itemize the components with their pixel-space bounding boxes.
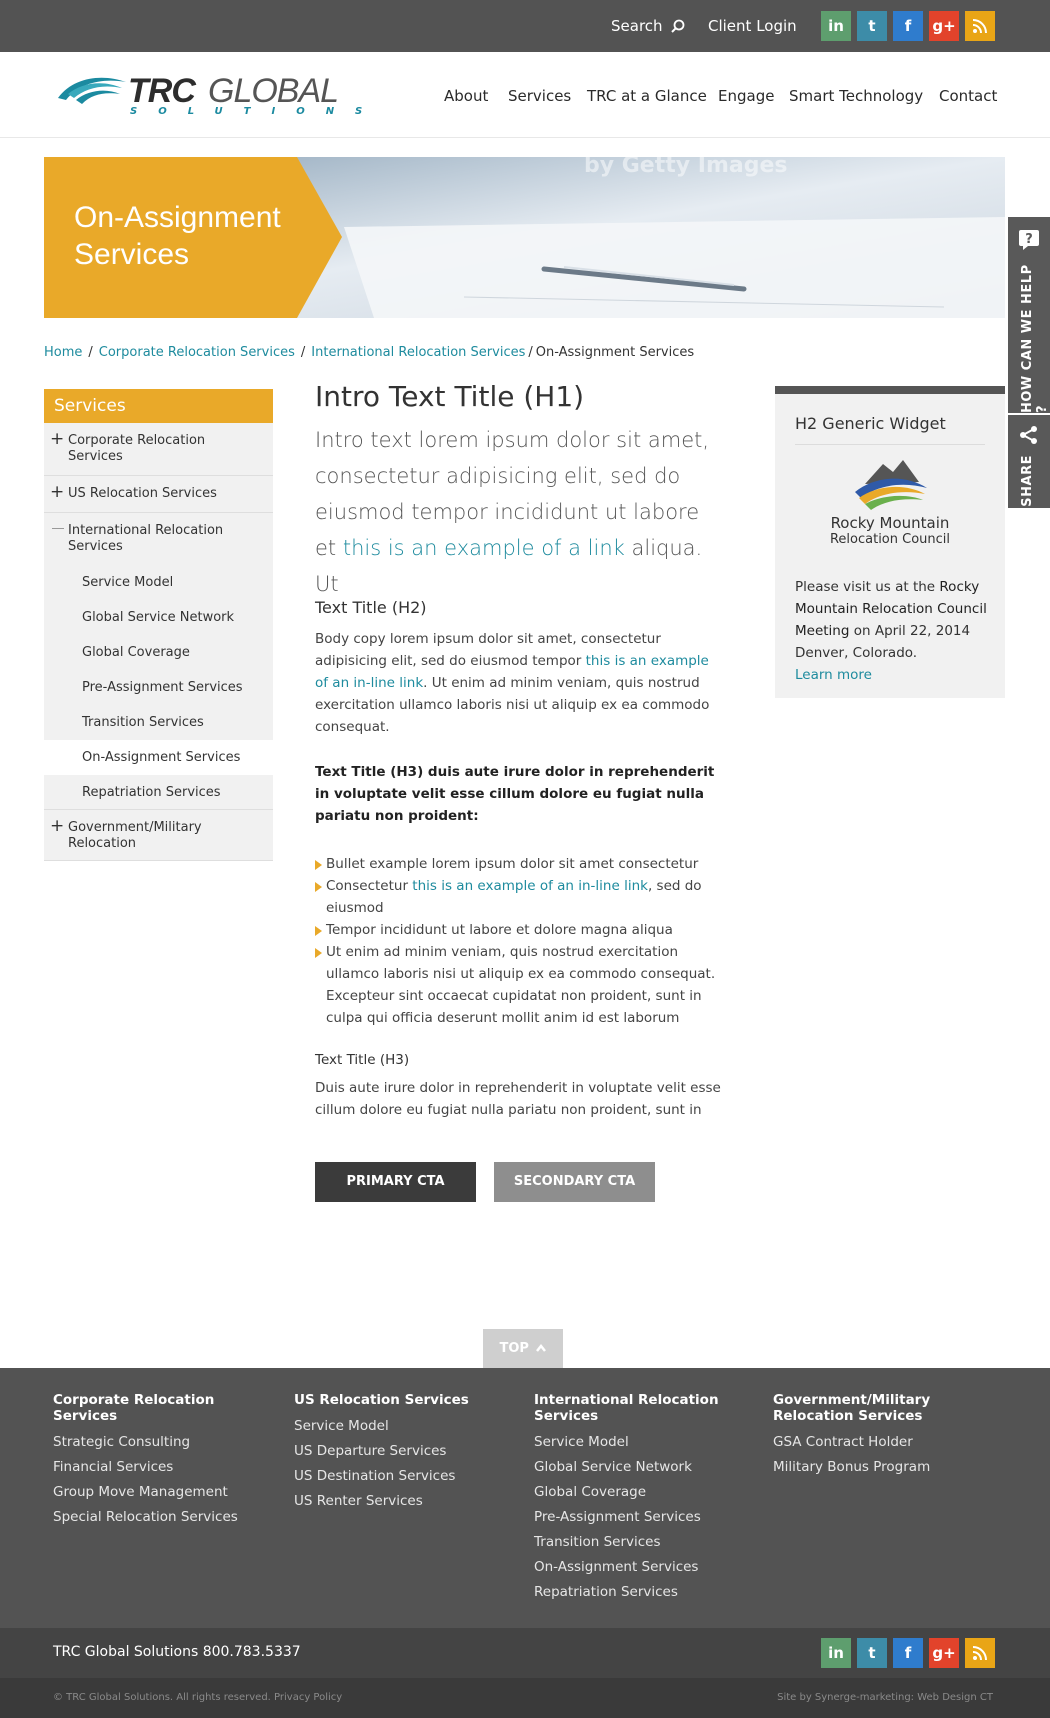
sidebar-item-label: Corporate Relocation Services — [68, 433, 206, 464]
footer-link[interactable]: Strategic Consulting — [53, 1434, 191, 1450]
googleplus-icon[interactable]: g+ — [929, 1638, 959, 1668]
body-inline-link[interactable]: this is an example of an in-line link — [315, 653, 709, 691]
footer-heading: International Relocation Services — [534, 1392, 719, 1424]
breadcrumb-separator: / — [528, 345, 533, 360]
facebook-icon[interactable]: f — [893, 11, 923, 41]
sidebar-item-label: Government/Military Relocation — [68, 820, 202, 851]
breadcrumb-international[interactable]: International Relocation Services — [311, 345, 526, 360]
mountain-icon — [815, 454, 965, 514]
svg-text:?: ? — [1025, 232, 1033, 247]
sidebar-item-government[interactable] — [44, 810, 273, 861]
logo-global-text: GLOBAL — [208, 72, 339, 110]
bullet-inline-link[interactable]: this is an example of an in-line link — [412, 878, 648, 894]
footer-link[interactable]: Special Relocation Services — [53, 1509, 238, 1525]
footer-heading: Government/Military Relocation Services — [773, 1392, 931, 1424]
widget-text-b: on April 22, 2014 Denver, Colorado. — [795, 623, 971, 661]
back-to-top-button[interactable] — [483, 1329, 563, 1368]
primary-cta-button[interactable]: PRIMARY CTA — [315, 1162, 476, 1202]
share-label: SHARE — [1020, 455, 1035, 507]
sidebar-heading: Services — [44, 389, 273, 423]
share-icon — [1019, 425, 1039, 445]
logo-trc-text: TRC — [128, 72, 195, 110]
body-text-b: . Ut enim ad minim veniam, quis nostrud exercitation ullamco laboris nisi ut aliquip ex ea commodo consequat. — [315, 675, 710, 735]
intro-body: Intro text lorem ipsum dolor sit amet, consectetur adipisicing elit, sed do eiusmod tempor incididunt ut labore et — [315, 428, 710, 560]
linkedin-icon[interactable]: in — [821, 1638, 851, 1668]
sidebar-sub-on-assignment[interactable]: On-Assignment Services — [44, 740, 273, 775]
sidebar-sub-repatriation[interactable]: Repatriation Services — [44, 775, 273, 810]
section-title-h2: Text Title (H2) — [315, 598, 427, 617]
site-footer — [0, 1368, 1050, 1628]
footer-link[interactable]: Repatriation Services — [534, 1584, 678, 1600]
footer-link[interactable]: US Destination Services — [294, 1468, 456, 1484]
list-item: Ut enim ad minim veniam, quis nostrud exercitation ullamco laboris nisi ut aliquip ex ea commodo consequat. Excepteur sint occaecat cupidatat non proident, sunt in culpa qui officia deserunt mollit anim id est laborum — [315, 941, 725, 1029]
facebook-icon[interactable]: f — [893, 1638, 923, 1668]
list-item: Tempor incididunt ut labore et dolore magna aliqua — [315, 919, 725, 941]
breadcrumb-home[interactable]: Home — [44, 345, 83, 360]
sidebar-item-international[interactable] — [44, 513, 273, 565]
intro-tail: aliqua. Ut — [315, 536, 703, 596]
nav-smart-technology[interactable]: Smart Technology — [789, 87, 924, 105]
rss-icon[interactable] — [965, 1638, 995, 1668]
top-utility-bar — [0, 0, 1050, 52]
footer-link[interactable]: GSA Contract Holder — [773, 1434, 913, 1450]
nav-engage[interactable]: Engage — [718, 87, 775, 105]
widget-text-a: Please visit us at the — [795, 579, 940, 595]
nav-trc-at-a-glance[interactable]: TRC at a Glance — [587, 87, 707, 105]
footer-bottom-bar — [0, 1628, 1050, 1678]
footer-link[interactable]: On-Assignment Services — [534, 1559, 699, 1575]
site-header — [0, 52, 1050, 138]
footer-col-corporate — [53, 1392, 263, 1530]
body-copy-2: Duis aute irure dolor in reprehenderit in voluptate velit esse cillum dolore eu fugiat nulla pariatu non proident, sunt in — [315, 1080, 721, 1118]
copyright-text[interactable]: © TRC Global Solutions. All rights reserved. Privacy Policy — [53, 1692, 343, 1703]
body-copy — [315, 628, 725, 738]
widget-divider — [795, 444, 985, 445]
footer-link[interactable]: Service Model — [294, 1418, 389, 1434]
copyright-bar — [0, 1678, 1050, 1718]
footer-link[interactable]: US Renter Services — [294, 1493, 423, 1509]
footer-link[interactable]: Global Coverage — [534, 1484, 647, 1500]
top-label: TOP — [499, 1341, 529, 1356]
widget-text-bold: Rocky Mountain Relocation Council Meeting — [795, 579, 987, 639]
section-title-h3-long: Text Title (H3) duis aute irure dolor in reprehenderit in voluptate velit esse cillum dolore eu fugiat nulla pariatu non proident: — [315, 764, 715, 824]
sidebar-item-label: International Relocation Services — [68, 523, 224, 554]
client-login-link[interactable]: Client Login — [708, 17, 797, 35]
breadcrumb-corporate[interactable]: Corporate Relocation Services — [98, 345, 295, 360]
share-tab[interactable] — [1008, 415, 1050, 508]
sidebar-sub-global-service-network[interactable]: Global Service Network — [44, 600, 273, 635]
sidebar-sub-transition[interactable]: Transition Services — [44, 705, 273, 740]
nav-services[interactable]: Services — [508, 87, 572, 105]
generic-widget — [775, 386, 1005, 698]
services-sidebar — [44, 389, 273, 861]
linkedin-icon[interactable]: in — [821, 11, 851, 41]
breadcrumb-separator: / — [300, 345, 306, 360]
breadcrumb-separator: / — [88, 345, 93, 360]
swoosh-icon — [54, 72, 128, 108]
sidebar-item-label: US Relocation Services — [68, 486, 217, 501]
page-title: Intro Text Title (H1) — [315, 380, 585, 413]
breadcrumb — [44, 345, 694, 360]
nav-about[interactable]: About — [444, 87, 489, 105]
search-link[interactable] — [611, 17, 685, 35]
sidebar-sub-global-coverage[interactable]: Global Coverage — [44, 635, 273, 670]
intro-text — [315, 422, 715, 602]
sidebar-item-corporate[interactable] — [44, 423, 273, 476]
search-label: Search — [611, 17, 663, 35]
hero-banner — [44, 157, 1005, 318]
site-credit[interactable]: Site by Synerge-marketing: Web Design CT — [777, 1692, 993, 1703]
sidebar-item-us[interactable] — [44, 476, 273, 513]
footer-link[interactable]: Military Bonus Program — [773, 1459, 931, 1475]
plus-icon: + — [50, 816, 65, 836]
search-icon — [671, 19, 685, 33]
learn-more-link[interactable]: Learn more — [795, 667, 872, 683]
twitter-icon[interactable]: t — [857, 1638, 887, 1668]
hero-watermark: by Getty Images — [584, 157, 788, 178]
logo-line1: Rocky Mountain — [830, 514, 950, 532]
list-item: Bullet example lorem ipsum dolor sit amet consectetur — [315, 853, 725, 875]
question-bubble-icon — [1018, 229, 1040, 251]
intro-link[interactable]: this is an example of a link — [342, 536, 625, 560]
secondary-cta-button[interactable]: SECONDARY CTA — [494, 1162, 655, 1202]
footer-col-us — [294, 1392, 504, 1514]
chevron-up-icon — [536, 1344, 546, 1352]
logo-solutions-text: SOLUTIONS — [130, 106, 384, 117]
hero-title-line1: On-Assignment — [74, 201, 281, 234]
bullet-list — [315, 853, 725, 1029]
how-can-we-help-tab[interactable] — [1008, 217, 1050, 413]
body-text-a: Body copy lorem ipsum dolor sit amet, consectetur adipisicing elit, sed do eiusmod tempor — [315, 631, 661, 669]
breadcrumb-current: On-Assignment Services — [535, 345, 695, 360]
footer-link[interactable]: Pre-Assignment Services — [534, 1509, 701, 1525]
bullet2-text-b: , sed do eiusmod — [326, 878, 702, 916]
footer-col-international — [534, 1392, 724, 1605]
googleplus-icon[interactable]: g+ — [929, 11, 959, 41]
twitter-icon[interactable]: t — [857, 11, 887, 41]
sidebar-sub-service-model[interactable]: Service Model — [44, 565, 273, 600]
rocky-mountain-logo — [815, 454, 965, 554]
hero-title — [74, 199, 281, 273]
widget-title: H2 Generic Widget — [795, 414, 946, 433]
bullet2-text-a: Consectetur — [326, 878, 413, 894]
footer-link[interactable]: Service Model — [534, 1434, 629, 1450]
footer-link[interactable]: Transition Services — [534, 1534, 661, 1550]
footer-heading: US Relocation Services — [294, 1392, 469, 1408]
plus-icon: + — [50, 429, 65, 449]
footer-link[interactable]: Financial Services — [53, 1459, 174, 1475]
minus-icon — [52, 528, 64, 529]
nav-contact[interactable]: Contact — [939, 87, 998, 105]
widget-text — [795, 576, 995, 686]
footer-col-government — [773, 1392, 943, 1480]
footer-link[interactable]: Global Service Network — [534, 1459, 692, 1475]
footer-link[interactable]: US Departure Services — [294, 1443, 447, 1459]
logo-line2: Relocation Council — [829, 532, 951, 547]
rss-icon[interactable] — [965, 11, 995, 41]
sidebar-sub-pre-assignment[interactable]: Pre-Assignment Services — [44, 670, 273, 705]
plus-icon: + — [50, 482, 65, 502]
footer-phone: TRC Global Solutions 800.783.5337 — [53, 1644, 301, 1660]
footer-link[interactable]: Group Move Management — [53, 1484, 228, 1500]
footer-heading: Corporate Relocation Services — [53, 1392, 215, 1424]
how-can-we-help-label: HOW CAN WE HELP ? — [1020, 264, 1050, 413]
list-item — [315, 875, 725, 919]
section-title-h3: Text Title (H3) — [315, 1052, 410, 1068]
hero-title-line2: Services — [74, 238, 190, 271]
trc-global-logo[interactable] — [54, 72, 384, 118]
